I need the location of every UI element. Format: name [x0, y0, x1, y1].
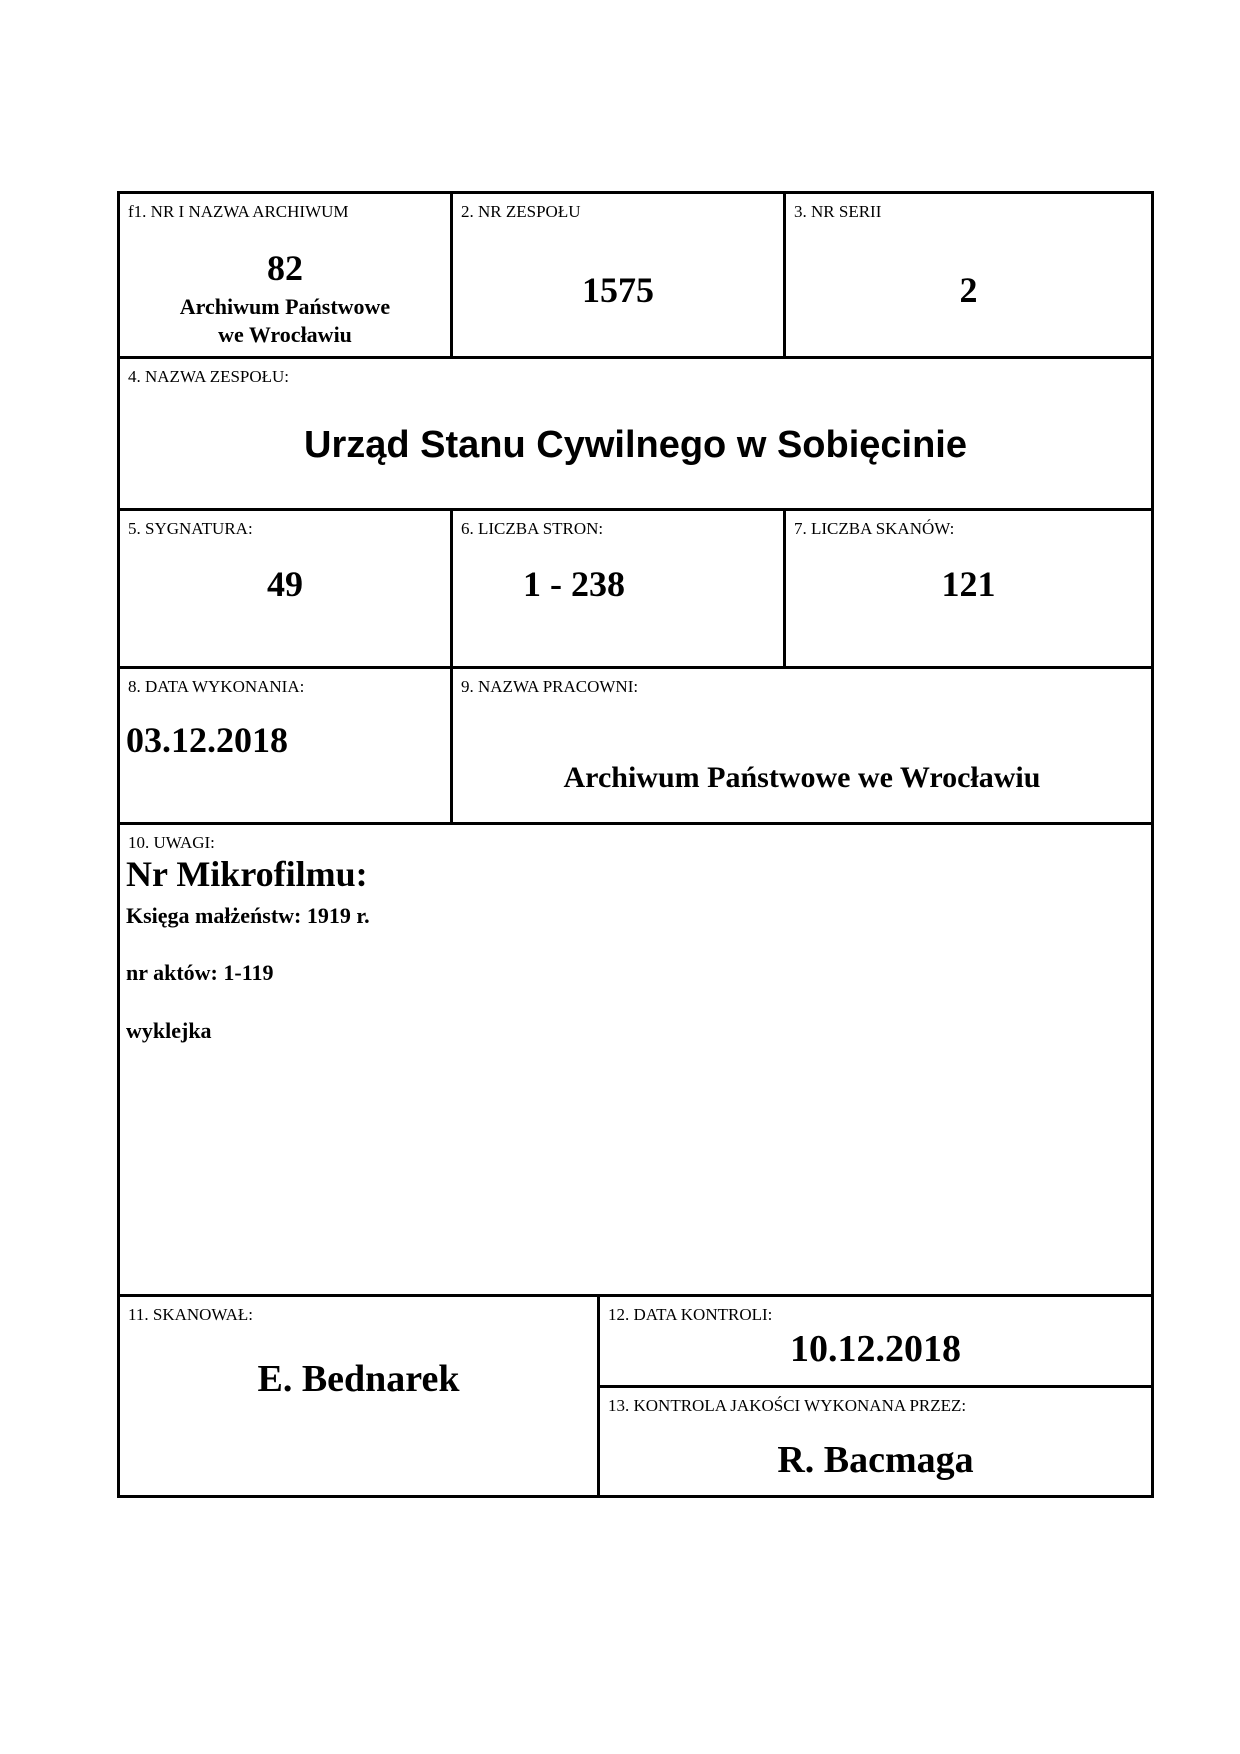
page-count-value: 1 - 238: [523, 564, 625, 604]
field-fonds-name-label: 4. NAZWA ZESPOŁU:: [128, 367, 290, 386]
fonds-number-value: 1575: [582, 270, 654, 310]
scanned-by-value: E. Bednarek: [257, 1358, 460, 1400]
field-remarks: [120, 822, 1151, 1294]
field-control-date: [597, 1294, 1151, 1385]
archive-name-line1: Archiwum Państwowe: [179, 294, 391, 319]
field-scan-count: [783, 508, 1151, 666]
microfilm-heading: Nr Mikrofilmu:: [126, 854, 368, 894]
field-execution-date: [120, 666, 450, 822]
fonds-name-value: Urząd Stanu Cywilnego w Sobięcinie: [304, 424, 967, 466]
remarks-line-1: Księga małżeństw: 1919 r.: [126, 903, 370, 928]
workshop-name-value: Archiwum Państwowe we Wrocławiu: [563, 761, 1041, 794]
archive-name-line2: we Wrocławiu: [218, 322, 352, 347]
signature-value: 49: [267, 564, 303, 604]
scan-count-value: 121: [941, 564, 996, 604]
field-quality-control-label: 13. KONTROLA JAKOŚCI WYKONANA PRZEZ:: [608, 1396, 967, 1415]
field-fonds-name: [120, 356, 1151, 508]
field-quality-control: [597, 1385, 1151, 1495]
field-scan-count-label: 7. LICZBA SKANÓW:: [794, 519, 955, 538]
quality-control-value: R. Bacmaga: [777, 1439, 974, 1481]
field-page-count: [450, 508, 783, 666]
remarks-line-3: wyklejka: [126, 1018, 212, 1043]
remarks-line-2: nr aktów: 1-119: [126, 960, 274, 985]
field-series-number: [783, 194, 1151, 356]
field-series-number-label: 3. NR SERII: [794, 202, 882, 221]
execution-date-value: 03.12.2018: [126, 720, 288, 760]
field-workshop-name: [450, 666, 1151, 822]
field-scanned-by: [120, 1294, 597, 1495]
field-control-date-label: 12. DATA KONTROLI:: [608, 1305, 773, 1324]
field-signature-label: 5. SYGNATURA:: [128, 519, 253, 538]
field-fonds-number: [450, 194, 783, 356]
field-archive: [120, 194, 450, 356]
field-signature: [120, 508, 450, 666]
field-archive-label: f1. NR I NAZWA ARCHIWUM: [128, 202, 349, 221]
control-date-value: 10.12.2018: [790, 1328, 961, 1370]
field-page-count-label: 6. LICZBA STRON:: [461, 519, 604, 538]
field-workshop-name-label: 9. NAZWA PRACOWNI:: [461, 677, 639, 696]
series-number-value: 2: [959, 270, 978, 310]
archive-metadata-card: [117, 191, 1154, 1498]
field-fonds-number-label: 2. NR ZESPOŁU: [461, 202, 581, 221]
archive-number: 82: [267, 248, 303, 288]
field-remarks-label: 10. UWAGI:: [128, 833, 215, 852]
field-scanned-by-label: 11. SKANOWAŁ:: [128, 1305, 253, 1324]
field-execution-date-label: 8. DATA WYKONANIA:: [128, 677, 305, 696]
